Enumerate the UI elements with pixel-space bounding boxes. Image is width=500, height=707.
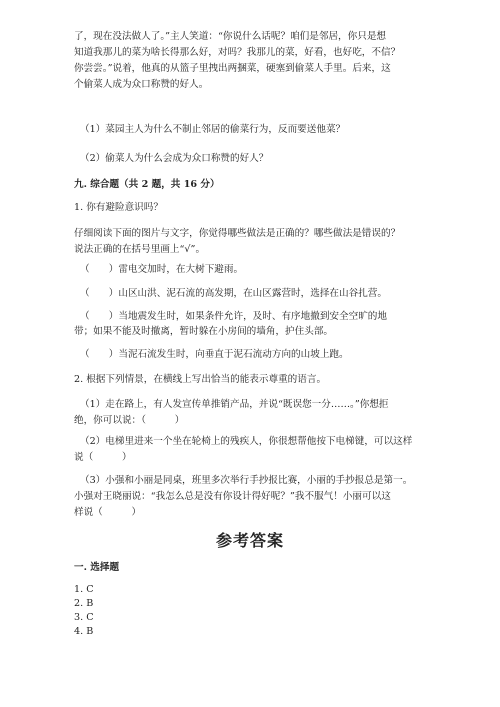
answer-item: 3. C — [74, 612, 94, 623]
scenario-item: （1）走在路上，有人发宣传单推销产品，并说“既误您一分……。”你想拒 — [80, 399, 389, 410]
scenario-item: （2）电梯里进来一个坐在轮椅上的残疾人，你很想帮他按下电梯键，可以这样 — [80, 436, 413, 447]
scenario-item-cont: 说（ ） — [74, 452, 132, 463]
passage-line: 你尝尝。”说着，他真的从篮子里拽出两捆菜，硬塞到偷菜人手里。后来，这 — [74, 63, 391, 74]
passage-line: 了，现在没法做人了。”主人笑道：“你说什么话呢？咱们是邻居，你只是想 — [74, 31, 387, 42]
judgement-item: （ ）当地震发生时，如果条件允许，及时、有序地撤到安全空旷的地 — [80, 311, 387, 322]
question-intro-line: 仔细阅读下面的图片与文字，你觉得哪些做法是正确的？哪些做法是错误的？ — [74, 228, 401, 239]
section-heading: 九. 综合题（共 2 题，共 16 分） — [74, 179, 220, 190]
answers-title: 参考答案 — [215, 531, 284, 550]
judgement-item: （ ）雷电交加时，在大树下避雨。 — [80, 264, 244, 275]
scenario-item-cont: 小强对王晓丽说：“我怎么总是没有你设计得好呢？”我不服气！小丽可以这 — [74, 491, 391, 502]
reading-question: （2）偷菜人为什么会成为众口称赞的好人？ — [80, 153, 269, 164]
reading-question: （1）菜园主人为什么不制止邻居的偷菜行为，反而要送他菜？ — [80, 124, 346, 135]
question-intro-line: 说法正确的在括号里画上“√”。 — [74, 244, 206, 255]
question-title: 1. 你有避险意识吗？ — [74, 202, 163, 213]
judgement-item: （ ）当泥石流发生时，向垂直于泥石流动方向的山坡上跑。 — [80, 349, 349, 360]
answers-section-heading: 一. 选择题 — [74, 562, 120, 573]
passage-line: 知道我那儿的菜为啥长得那么好，对吗？我那儿的菜，好看，也好吃，不信？ — [74, 47, 401, 58]
answer-item: 1. C — [74, 584, 94, 595]
answer-item: 4. B — [74, 626, 94, 637]
scenario-item: （3）小强和小丽是同桌，班里多次举行手抄报比赛，小丽的手抄报总是第一。 — [80, 475, 413, 486]
judgement-item: （ ）山区山洪、泥石流的高发期，在山区露营时，选择在山谷扎营。 — [80, 288, 387, 299]
scenario-item-cont: 样说（ ） — [74, 507, 142, 518]
judgement-item-cont: 带；如果不能及时撤离，暂时躲在小房间的墙角，护住头部。 — [74, 326, 334, 337]
scenario-item-cont: 绝，你可以说：（ ） — [74, 415, 185, 426]
question-title: 2. 根据下列情景，在横线上写出恰当的能表示尊重的语言。 — [74, 374, 327, 385]
answer-item: 2. B — [74, 598, 94, 609]
passage-line: 个偷菜人成为众口称赞的好人。 — [74, 79, 209, 90]
